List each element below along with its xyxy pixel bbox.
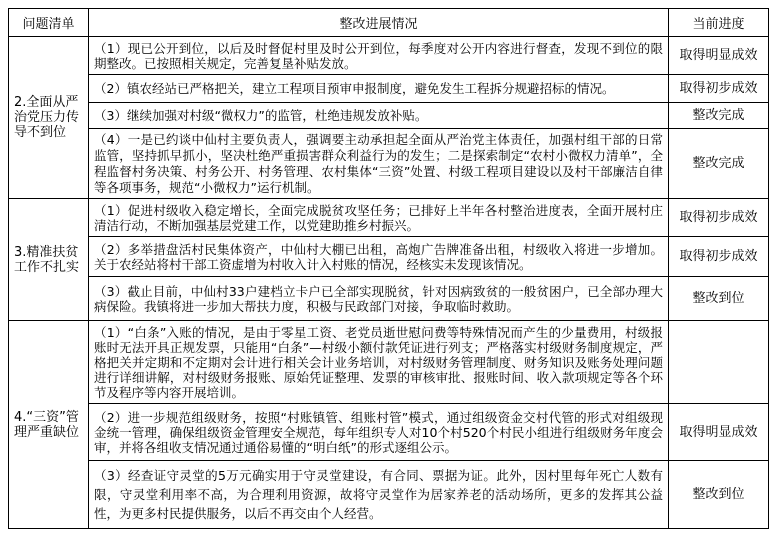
header-progress-details: 整改进展情况 [89,9,669,37]
progress-item-text: （1）促进村级收入稳定增长，全面完成脱贫攻坚任务；已排好上半年各村整治进度表，全面开展村庄清洁行动，不断加强基层党建工作，以党建助推乡村振兴。 [89,199,669,237]
status-cell: 取得初步成效 [669,75,769,103]
table-row [9,404,769,461]
table-row [9,103,769,129]
header-current-status: 当前进度 [669,9,769,37]
progress-item-text: （3）经查证守灵堂的5万元确实用于守灵堂建设，有合同、票据为证。此外，因村里每年死亡人数有限，守灵堂利用率不高，为合理利用资源，故将守灵堂作为居家养老的活动场所，更多的发挥其公益性，为更多村民提供服务，以后不再交由个人经营。 [89,461,669,529]
progress-item-text: （1）“白条”入账的情况，是由于零星工资、老党员逝世慰问费等特殊情况而产生的少量费用，村级报账时无法开具正规发票，只能用“白条”—村级小额付款凭证进行列支；严格落实村级财务制度规定，严格把关并定期和不定期对会计进行相关会计业务培训，对村级财务管理制度、财务知识及账务处理问题进行详细讲解，对村级财务报账、原始凭证整理、发票的审核审批、报账时间、收入款项规定等各个环节及程序等内容开展培训。 [89,321,669,404]
issue-label-three-assets-management: 4.“三资”管理严重缺位 [9,321,89,529]
status-cell-empty [669,321,769,404]
progress-item-text: （2）多举措盘活村民集体资产，中仙村大棚已出租，高炮广告牌准备出租，村级收入将进一步增加。关于农经站将村干部工资虚增为村收入计入村账的情况，经核实未发现该情况。 [89,237,669,277]
status-cell: 整改完成 [669,129,769,199]
table-row [9,37,769,75]
status-cell: 取得明显成效 [669,404,769,461]
table-row [9,75,769,103]
progress-item-text: （3）截止目前，中仙村33户建档立卡户已全部实现脱贫，针对因病致贫的一般贫困户，已全部办理大病保险。我镇将进一步加大帮扶力度，积极与民政部门对接，争取临时救助。 [89,277,669,321]
table-row [9,129,769,199]
issue-label-party-governance: 2.全面从严治党压力传导不到位 [9,37,89,199]
status-cell: 整改到位 [669,277,769,321]
table-header-row [9,9,769,37]
progress-item-text: （2）进一步规范组级财务，按照“村账镇管、组账村管”模式，通过组级资金交村代管的形式对组级现金统一管理，确保组级资金管理安全规范，每年组织专人对10个村520个村民小组进行组级财务年度会审，并将各组收支情况通过通俗易懂的“明白纸”的形式逐组公示。 [89,404,669,461]
table-row [9,461,769,529]
issue-label-poverty-alleviation: 3.精准扶贫工作不扎实 [9,199,89,321]
status-cell: 取得明显成效 [669,37,769,75]
rectification-progress-table [8,8,769,529]
progress-item-text: （2）镇农经站已严格把关，建立工程项目预审申报制度，避免发生工程拆分规避招标的情况。 [89,75,669,103]
table-row [9,321,769,404]
header-issue-list: 问题清单 [9,9,89,37]
table-row [9,277,769,321]
status-cell: 取得初步成效 [669,199,769,237]
table-row [9,199,769,237]
status-cell: 整改完成 [669,103,769,129]
status-cell: 整改到位 [669,461,769,529]
progress-item-text: （1）现已公开到位，以后及时督促村里及时公开到位，每季度对公开内容进行督查，发现不到位的限期整改。已按照相关规定，完善复垦补贴发放。 [89,37,669,75]
table-row [9,237,769,277]
status-cell: 取得初步成效 [669,237,769,277]
progress-item-text: （4）一是已约谈中仙村主要负责人，强调要主动承担起全面从严治党主体责任，加强村组干部的日常监管，坚持抓早抓小，坚决杜绝严重损害群众利益行为的发生；二是探索制定“农村小微权力清单”，全程监督村务决策、村务公开、村务管理、农村集体“三资”处置、村级工程项目建设以及村干部廉洁自律等各项事务，规范“小微权力”运行机制。 [89,129,669,199]
progress-item-text: （3）继续加强对村级“微权力”的监管，杜绝违规发放补贴。 [89,103,669,129]
